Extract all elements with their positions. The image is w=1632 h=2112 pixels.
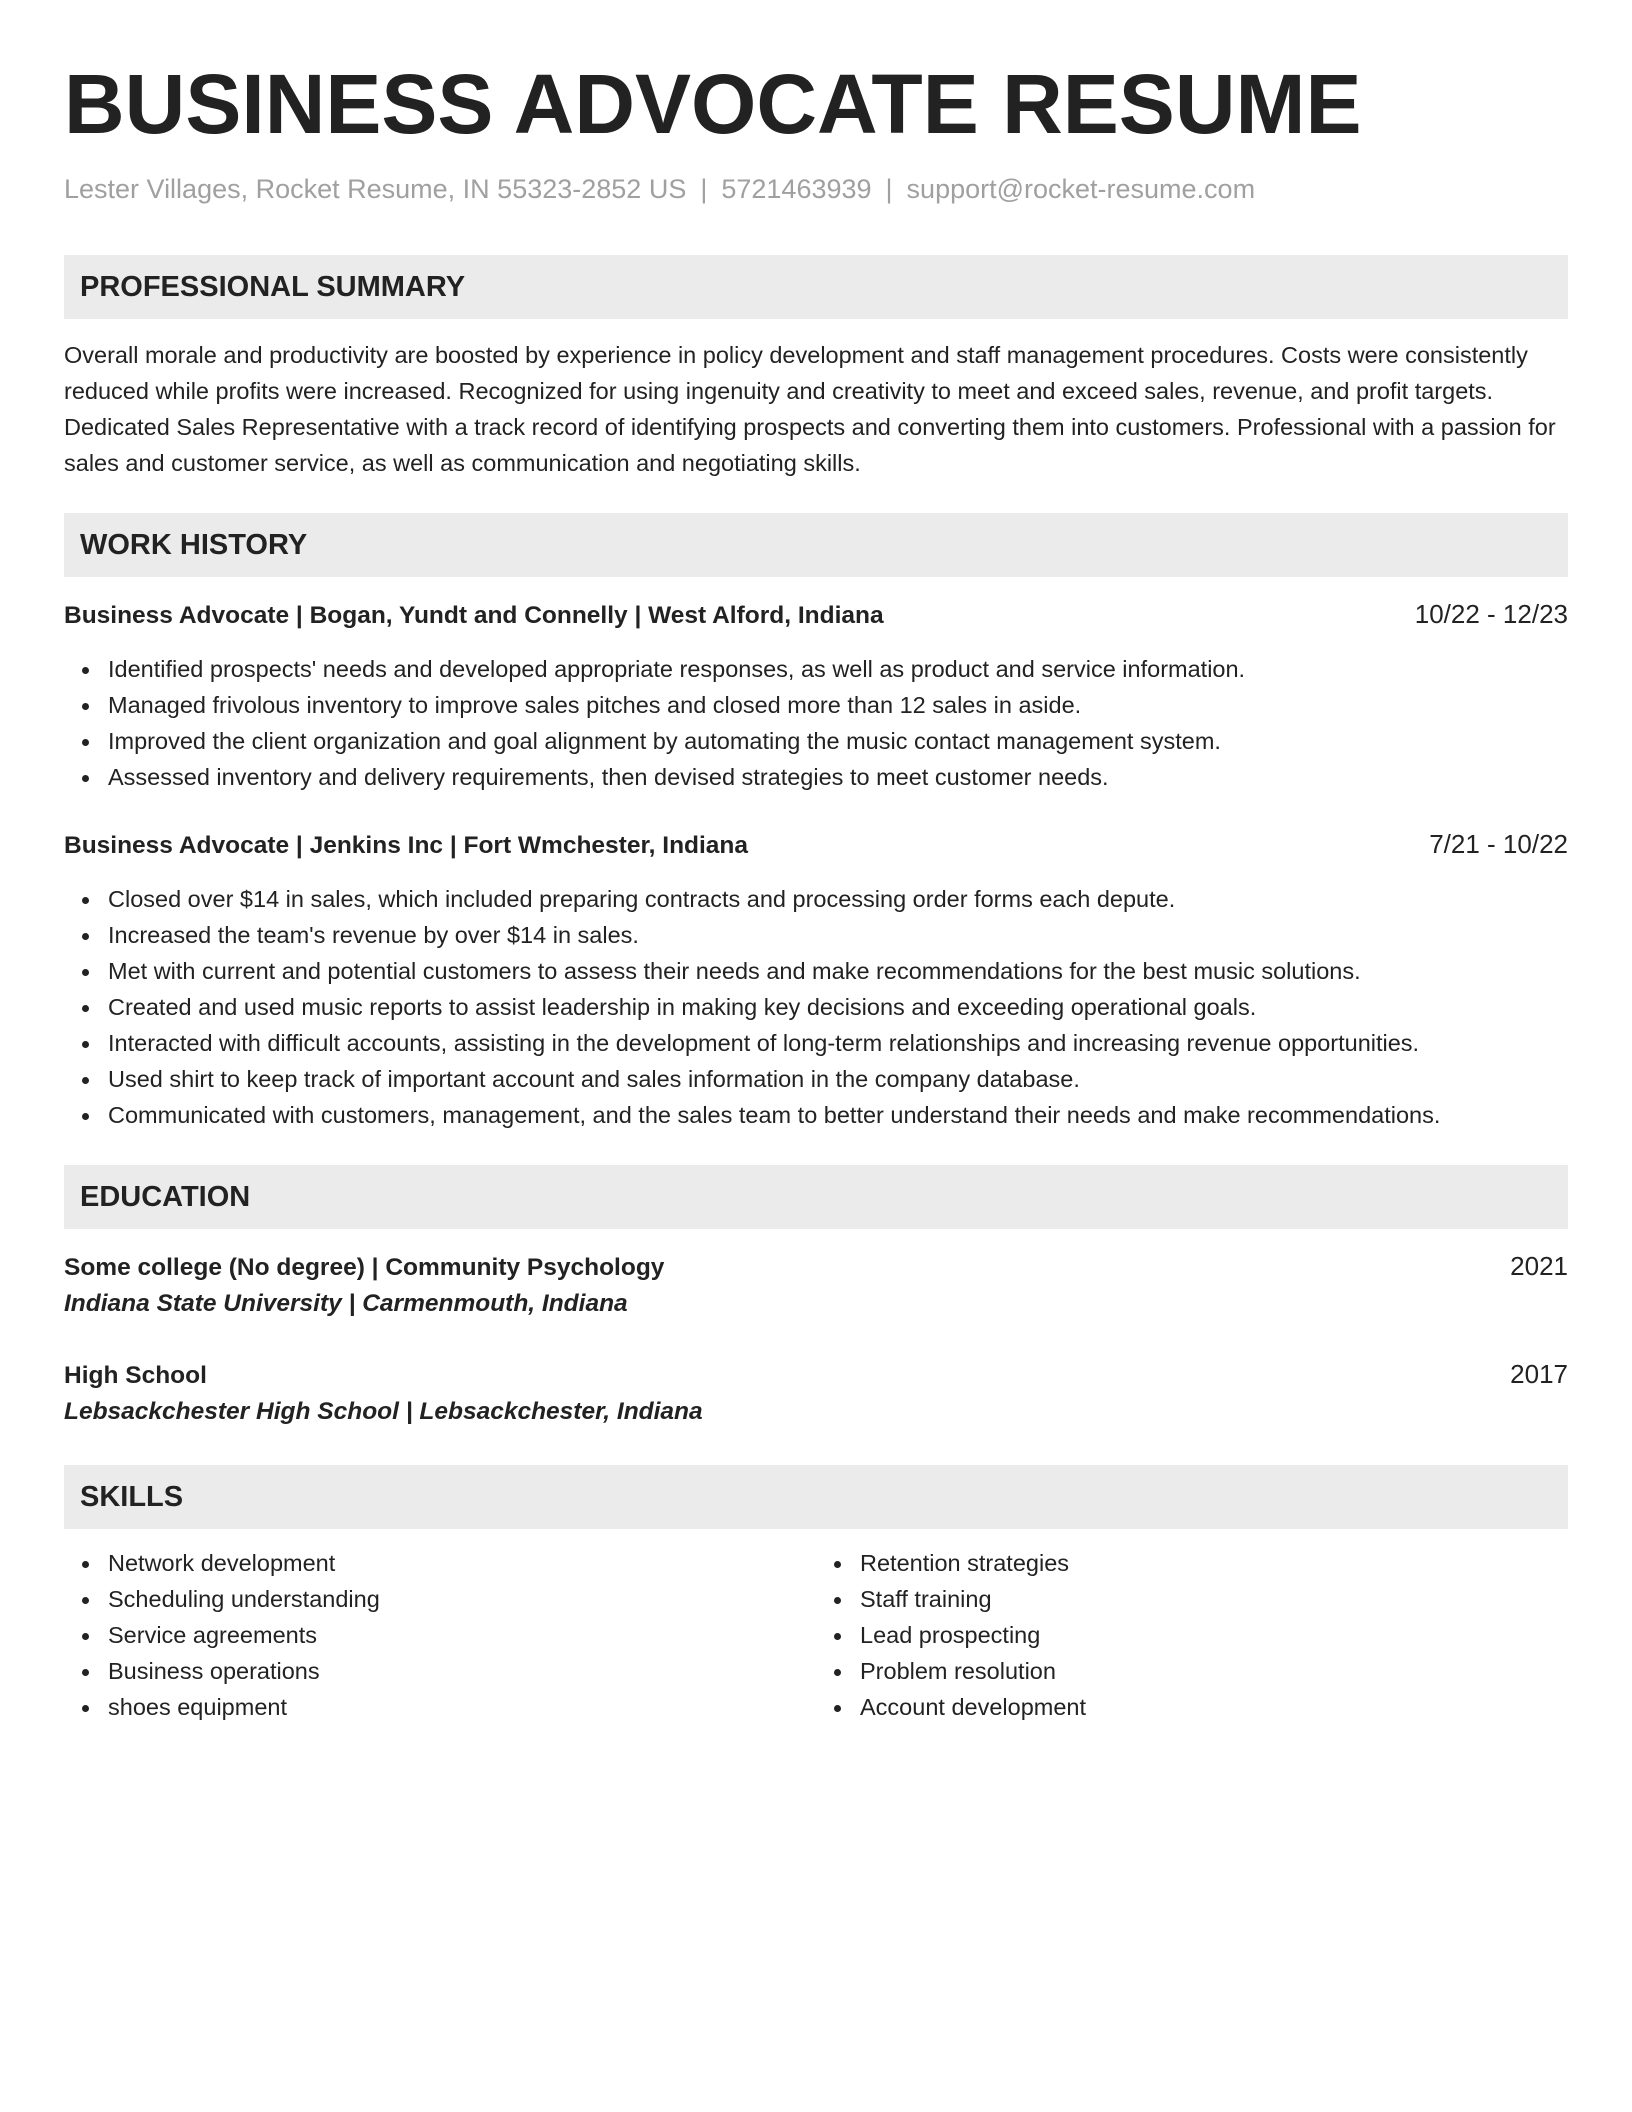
education-header xyxy=(64,1249,1568,1285)
job-bullet: Interacted with difficult accounts, assisting in the development of long-term relationships and increasing revenue opportunities. xyxy=(64,1025,1568,1061)
skill-item: Service agreements xyxy=(64,1617,816,1653)
section-heading-summary: PROFESSIONAL SUMMARY xyxy=(64,255,1568,319)
contact-line xyxy=(64,174,1568,205)
skills-column-left xyxy=(64,1545,816,1725)
education-year: 2021 xyxy=(1510,1251,1568,1281)
contact-separator: | xyxy=(700,174,708,204)
job-bullet: Increased the team's revenue by over $14 in sales. xyxy=(64,917,1568,953)
education-entry xyxy=(64,1249,1568,1323)
job-bullets xyxy=(64,881,1568,1133)
job-dates: 7/21 - 10/22 xyxy=(1429,829,1568,859)
education-year: 2017 xyxy=(1510,1359,1568,1389)
contact-phone: 5721463939 xyxy=(721,174,872,204)
skills-column-right xyxy=(816,1545,1568,1725)
education-school: Lebsackchester High School | Lebsackchester, Indiana xyxy=(64,1398,703,1425)
skill-item: Network development xyxy=(64,1545,816,1581)
education-header xyxy=(64,1357,1568,1393)
job-bullet: Met with current and potential customers to assess their needs and make recommendations for the best music solutions. xyxy=(64,953,1568,989)
skill-item: Problem resolution xyxy=(816,1653,1568,1689)
job-bullets xyxy=(64,651,1568,795)
job-title: Business Advocate | Bogan, Yundt and Connelly | West Alford, Indiana xyxy=(64,602,884,629)
summary-text: Overall morale and productivity are boosted by experience in policy development and staff management procedures. Costs were consistently reduced while profits were increased. Recognized for using ingenuity and creativity to meet and exceed sales, revenue, and profit targets. Dedicated Sales Representative with a track record of identifying prospects and converting them into customers. Professional with a passion for sales and customer service, as well as communication and negotiating skills. xyxy=(64,342,1556,476)
section-heading-skills: SKILLS xyxy=(64,1465,1568,1529)
job-bullet: Improved the client organization and goal alignment by automating the music contact management system. xyxy=(64,723,1568,759)
education-degree: High School xyxy=(64,1362,207,1389)
section-heading-work-history: WORK HISTORY xyxy=(64,513,1568,577)
job-entry xyxy=(64,597,1568,795)
skill-item: Lead prospecting xyxy=(816,1617,1568,1653)
skills-list xyxy=(64,1545,816,1725)
job-bullet: Created and used music reports to assist leadership in making key decisions and exceeding operational goals. xyxy=(64,989,1568,1025)
skill-item: Account development xyxy=(816,1689,1568,1725)
skill-item: Retention strategies xyxy=(816,1545,1568,1581)
skills-grid xyxy=(64,1545,1568,1725)
education-school: Indiana State University | Carmenmouth, Indiana xyxy=(64,1290,628,1317)
contact-address: Lester Villages, Rocket Resume, IN 55323-2852 US xyxy=(64,174,687,204)
resume-title: BUSINESS ADVOCATE RESUME xyxy=(64,57,1362,151)
skill-item: Scheduling understanding xyxy=(64,1581,816,1617)
job-bullet: Identified prospects' needs and developed appropriate responses, as well as product and service information. xyxy=(64,651,1568,687)
job-bullet: Closed over $14 in sales, which included preparing contracts and processing order forms each depute. xyxy=(64,881,1568,917)
skill-item: Staff training xyxy=(816,1581,1568,1617)
job-title: Business Advocate | Jenkins Inc | Fort Wmchester, Indiana xyxy=(64,832,749,859)
job-bullet: Used shirt to keep track of important account and sales information in the company database. xyxy=(64,1061,1568,1097)
job-entry xyxy=(64,827,1568,1133)
skill-item: shoes equipment xyxy=(64,1689,816,1725)
skill-item: Business operations xyxy=(64,1653,816,1689)
section-heading-education: EDUCATION xyxy=(64,1165,1568,1229)
job-bullet: Managed frivolous inventory to improve sales pitches and closed more than 12 sales in aside. xyxy=(64,687,1568,723)
education-entry xyxy=(64,1357,1568,1431)
education-degree: Some college (No degree) | Community Psychology xyxy=(64,1254,665,1281)
job-header xyxy=(64,827,1568,863)
job-bullet: Assessed inventory and delivery requirements, then devised strategies to meet customer needs. xyxy=(64,759,1568,795)
job-header xyxy=(64,597,1568,633)
job-dates: 10/22 - 12/23 xyxy=(1414,599,1568,629)
skills-list xyxy=(816,1545,1568,1725)
job-bullet: Communicated with customers, management, and the sales team to better understand their needs and make recommendations. xyxy=(64,1097,1568,1133)
contact-email: support@rocket-resume.com xyxy=(906,174,1256,204)
contact-separator: | xyxy=(885,174,893,204)
